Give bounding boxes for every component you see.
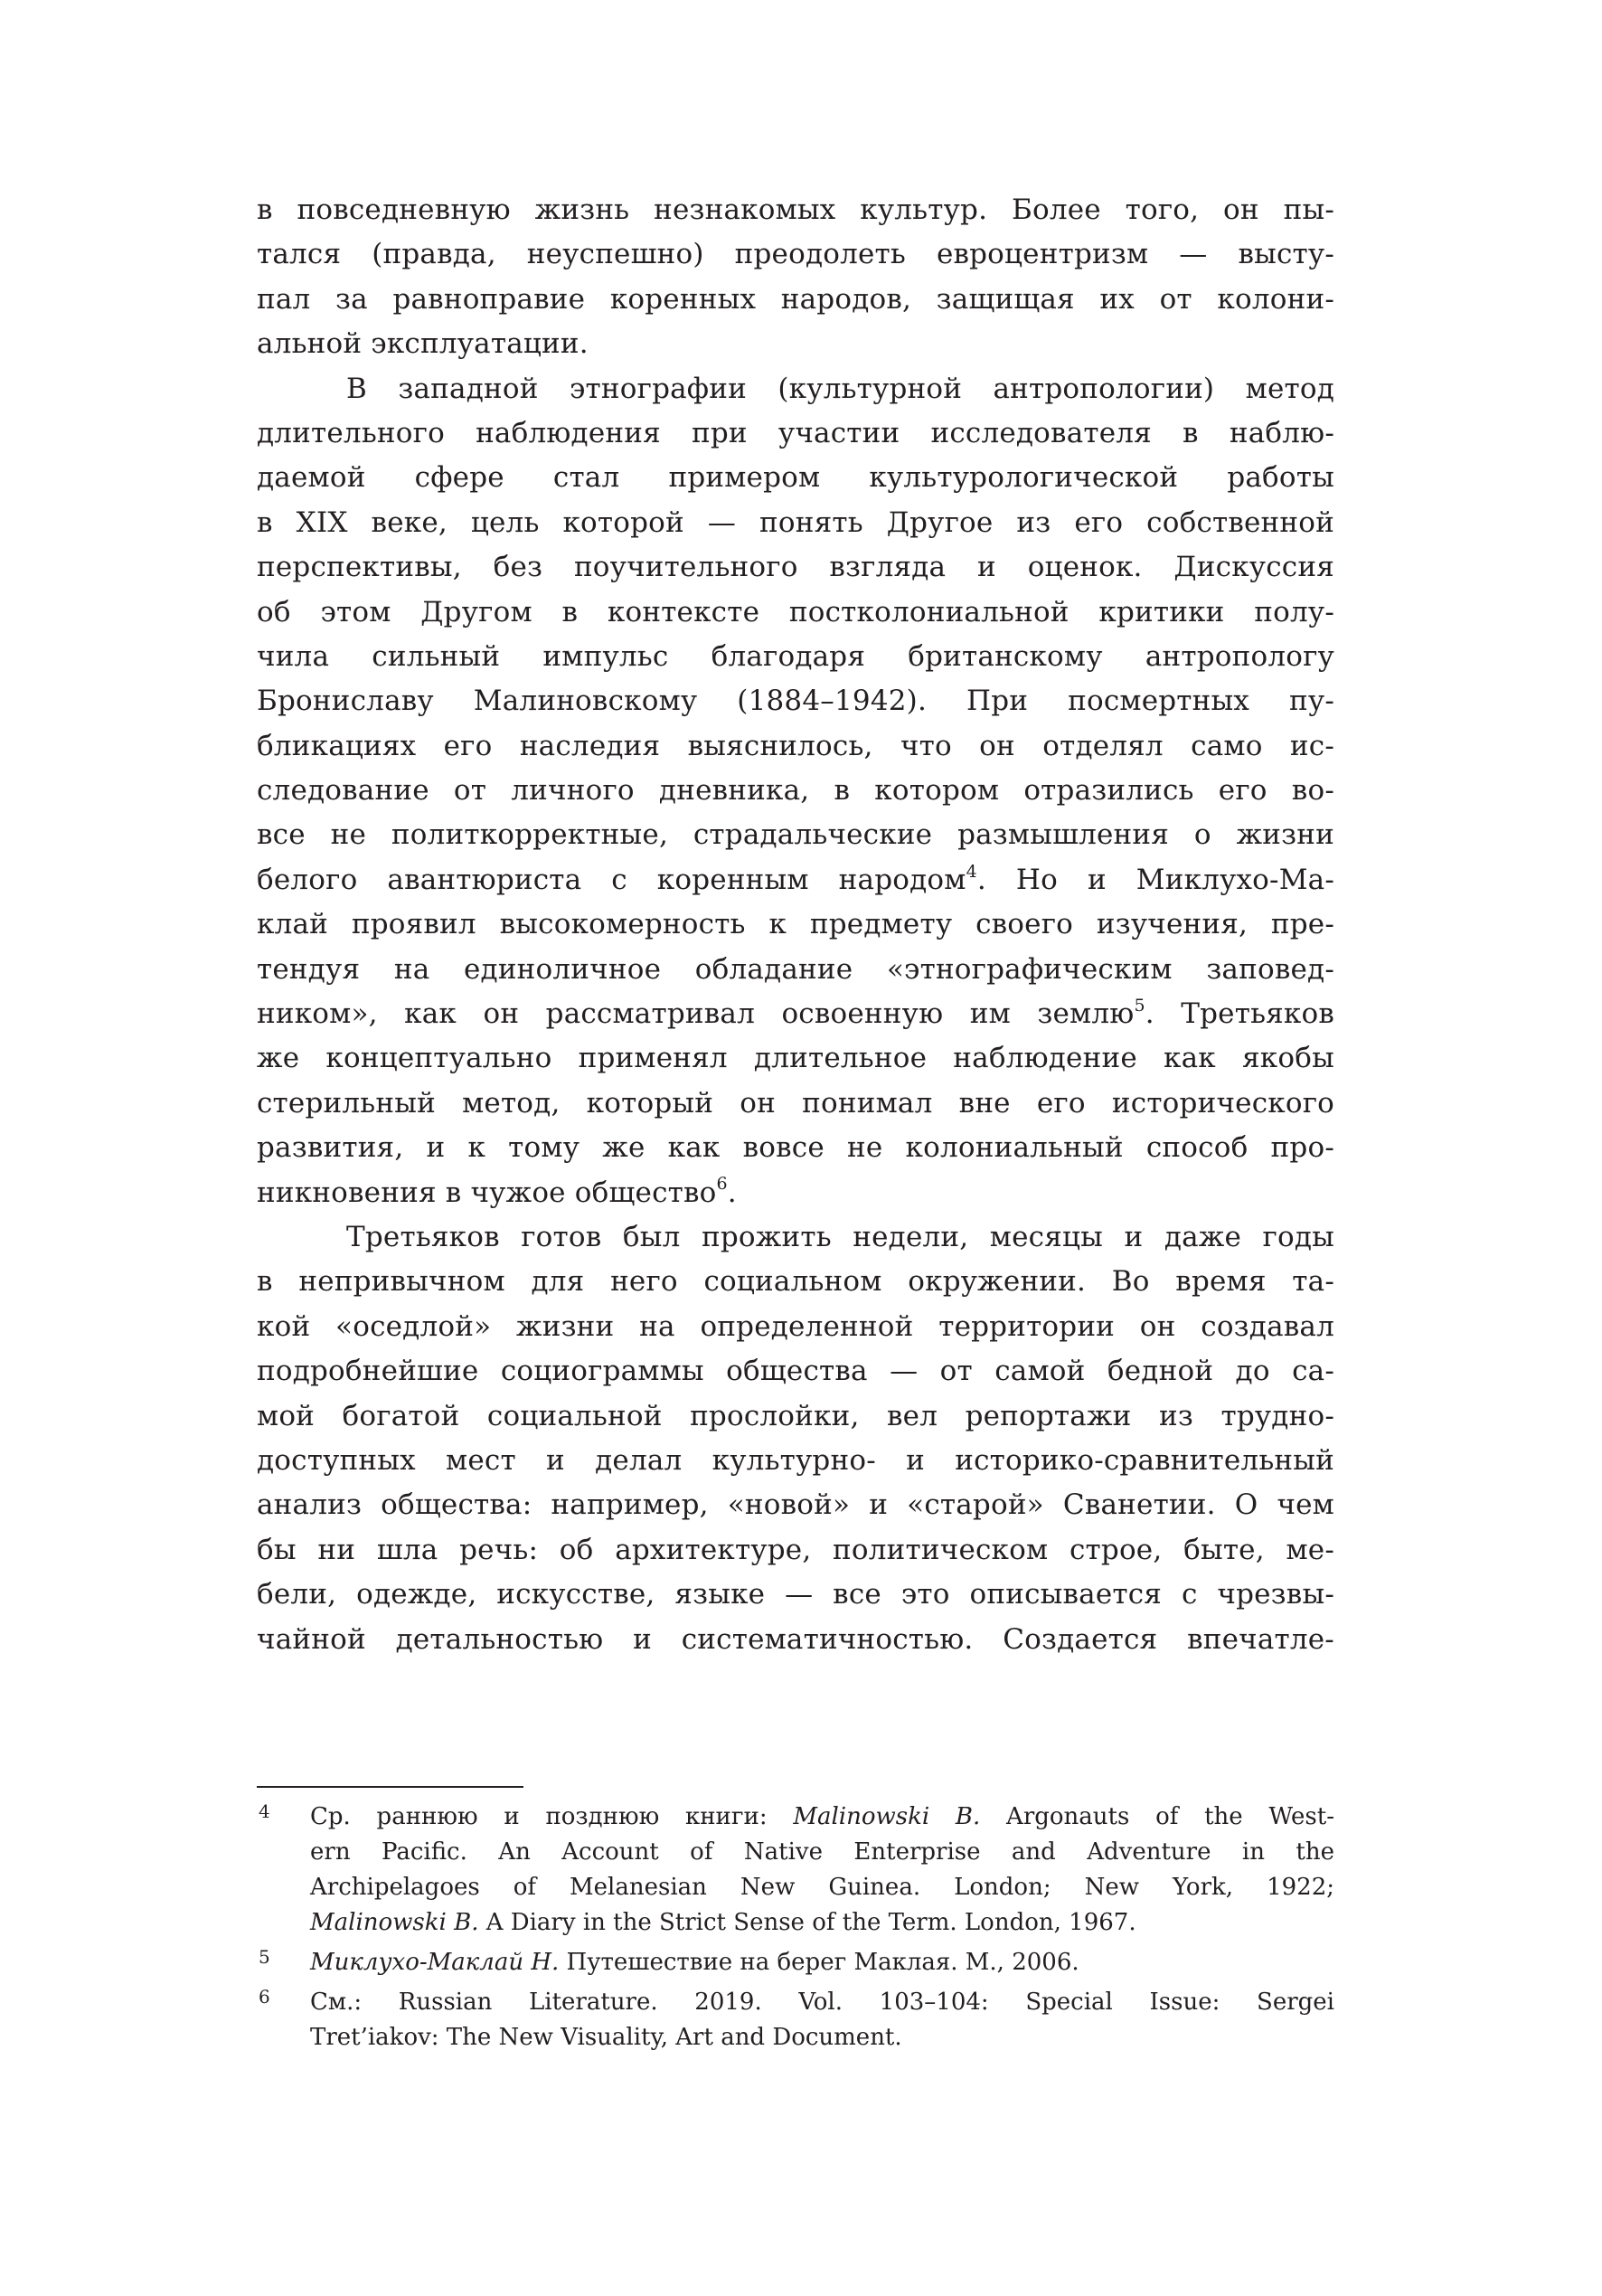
text-line [257, 1126, 1334, 1170]
text-segment: все не политкорректные, страдальческие размышления о жизни [257, 818, 1334, 852]
text-line [257, 591, 1334, 635]
paragraph [257, 1215, 1334, 1662]
text-segment: бликациях его наследия выяснилось, что он отделял само ис- [257, 729, 1334, 762]
citation-author: Миклухо-Маклай Н. [310, 1949, 560, 1976]
citation-author: Malinowski B. [793, 1803, 981, 1830]
text-segment: кой «оседлой» жизни на определенной территории он создавал [257, 1309, 1334, 1343]
text-line [257, 456, 1334, 500]
text-segment: См.: Russian Literature. 2019. Vol. 103–104: Special Issue: Sergei [310, 1989, 1334, 2016]
footnote-text [310, 1985, 1334, 2055]
footnote-text [310, 1945, 1334, 1980]
footnote-5 [257, 1945, 1334, 1980]
text-segment: . Но и Миклухо-Ма- [976, 863, 1334, 896]
text-segment: альной эксплуатации. [257, 327, 589, 361]
text-segment: чайной детальностью и систематичностью. Создается впечатле- [257, 1622, 1334, 1656]
text-line [257, 858, 1334, 902]
text-segment: клай проявил высокомерность к предмету своего изучения, пре- [257, 908, 1334, 941]
text-line [257, 992, 1334, 1036]
footnote-line [310, 1985, 1334, 2020]
text-segment: Archipelagoes of Melanesian New Guinea. London; New York, 1922; [310, 1874, 1334, 1901]
footnote-reference[interactable]: 6 [716, 1174, 728, 1195]
text-segment: Ср. раннюю и позднюю книги: [310, 1803, 794, 1830]
text-line [257, 545, 1334, 590]
text-segment: бы ни шла речь: об архитектуре, политическом строе, быте, ме- [257, 1533, 1334, 1566]
text-segment: ником», как он рассматривал освоенную им землю [257, 997, 1135, 1031]
text-line [257, 1036, 1334, 1081]
text-line [257, 232, 1334, 277]
text-segment: тался (правда, неуспешно) преодолеть евроцентризм — высту- [257, 238, 1334, 271]
footnote-reference[interactable]: 5 [1134, 995, 1145, 1016]
text-line [257, 1618, 1334, 1662]
text-line [257, 322, 1334, 366]
text-segment: никновения в чужое общество [257, 1176, 717, 1209]
text-line [257, 902, 1334, 947]
footnote-line [310, 1800, 1334, 1835]
footnote-line [310, 2020, 1334, 2055]
text-line [257, 769, 1334, 813]
text-segment: стерильный метод, который он понимал вне его исторического [257, 1086, 1334, 1120]
text-segment: В западной этнографии (культурной антропологии) метод [346, 372, 1334, 405]
text-segment: . Третьяков [1145, 997, 1334, 1031]
text-segment: подробнейшие социограммы общества — от самой бедной до са- [257, 1355, 1334, 1388]
text-segment: в непривычном для него социальном окружении. Во время та- [257, 1265, 1334, 1299]
text-segment: A Diary in the Strict Sense of the Term. London, 1967. [478, 1909, 1136, 1936]
text-segment: длительного наблюдения при участии исследователя в наблю- [257, 416, 1334, 449]
text-segment: анализ общества: например, «новой» и «старой» Сванетии. О чем [257, 1488, 1334, 1522]
text-line [257, 1573, 1334, 1617]
text-segment: Tret’iakov: The New Visuality, Art and Document. [310, 2024, 902, 2051]
footnote-separator-rule [257, 1786, 523, 1788]
text-segment: Третьяков готов был прожить недели, месяцы и даже годы [346, 1220, 1334, 1253]
text-line [257, 367, 1334, 411]
text-segment: чила сильный импульс благодаря британскому антропологу [257, 639, 1334, 673]
text-line [257, 188, 1334, 232]
footnote-line [310, 1945, 1334, 1980]
text-segment: даемой сфере стал примером культурологической работы [257, 461, 1334, 495]
text-line [257, 1349, 1334, 1394]
footnote-text [310, 1800, 1334, 1941]
text-segment: Путешествие на берег Маклая. М., 2006. [559, 1949, 1079, 1976]
text-segment: развития, и к тому же как вовсе не колониальный способ про- [257, 1131, 1334, 1165]
footnote-4 [257, 1800, 1334, 1941]
text-line [257, 635, 1334, 679]
text-segment: ern Pacific. An Account of Native Enterprise and Adventure in the [310, 1838, 1334, 1866]
footnote-line [310, 1905, 1334, 1941]
text-line [257, 813, 1334, 857]
text-line [257, 948, 1334, 992]
text-line [257, 724, 1334, 769]
footnotes-block [257, 1800, 1334, 2060]
footnote-number: 6 [259, 1986, 270, 2008]
text-line [257, 501, 1334, 545]
text-line [257, 1215, 1334, 1260]
text-line [257, 1305, 1334, 1349]
footnote-line [310, 1870, 1334, 1905]
text-line [257, 1082, 1334, 1126]
text-line [257, 1483, 1334, 1527]
text-segment: доступных мест и делал культурно- и историко-сравнительный [257, 1443, 1334, 1477]
text-segment: Argonauts of the West- [980, 1803, 1334, 1830]
text-segment: белого авантюриста с коренным народом [257, 863, 966, 896]
footnote-number: 5 [259, 1946, 270, 1968]
text-segment: об этом Другом в контексте постколониальной критики полу- [257, 595, 1334, 628]
text-segment: в повседневную жизнь незнакомых культур. Более того, он пы- [257, 194, 1334, 226]
footnote-line [310, 1835, 1334, 1870]
paragraph [257, 367, 1334, 1215]
text-line [257, 411, 1334, 456]
text-segment: же концептуально применял длительное наблюдение как якобы [257, 1042, 1334, 1075]
text-segment: в XIX веке, цель которой — понять Другое из его собственной [257, 505, 1334, 539]
text-segment: пал за равноправие коренных народов, защищая их от колони- [257, 282, 1334, 316]
footnote-number: 4 [259, 1800, 270, 1822]
text-segment: Брониславу Малиновскому (1884–1942). При посмертных пу- [257, 685, 1334, 718]
text-segment: перспективы, без поучительного взгляда и оценок. Дискуссия [257, 551, 1334, 584]
text-segment: мой богатой социальной прослойки, вел репортажи из трудно- [257, 1399, 1334, 1432]
paragraph [257, 188, 1334, 367]
text-line [257, 1528, 1334, 1573]
main-text-block [257, 188, 1334, 1662]
text-line [257, 1260, 1334, 1304]
text-segment: . [727, 1176, 737, 1209]
text-segment: следование от личного дневника, в котором отразились его во- [257, 774, 1334, 808]
text-line [257, 1171, 1334, 1215]
footnote-reference[interactable]: 4 [966, 861, 977, 882]
text-line [257, 278, 1334, 322]
text-line [257, 679, 1334, 723]
text-segment: тендуя на единоличное обладание «этнографическим заповед- [257, 952, 1334, 986]
citation-author: Malinowski B. [310, 1909, 479, 1936]
footnote-6 [257, 1985, 1334, 2055]
text-line [257, 1439, 1334, 1483]
text-segment: бели, одежде, искусстве, языке — все это описывается с чрезвы- [257, 1578, 1334, 1611]
text-line [257, 1394, 1334, 1439]
